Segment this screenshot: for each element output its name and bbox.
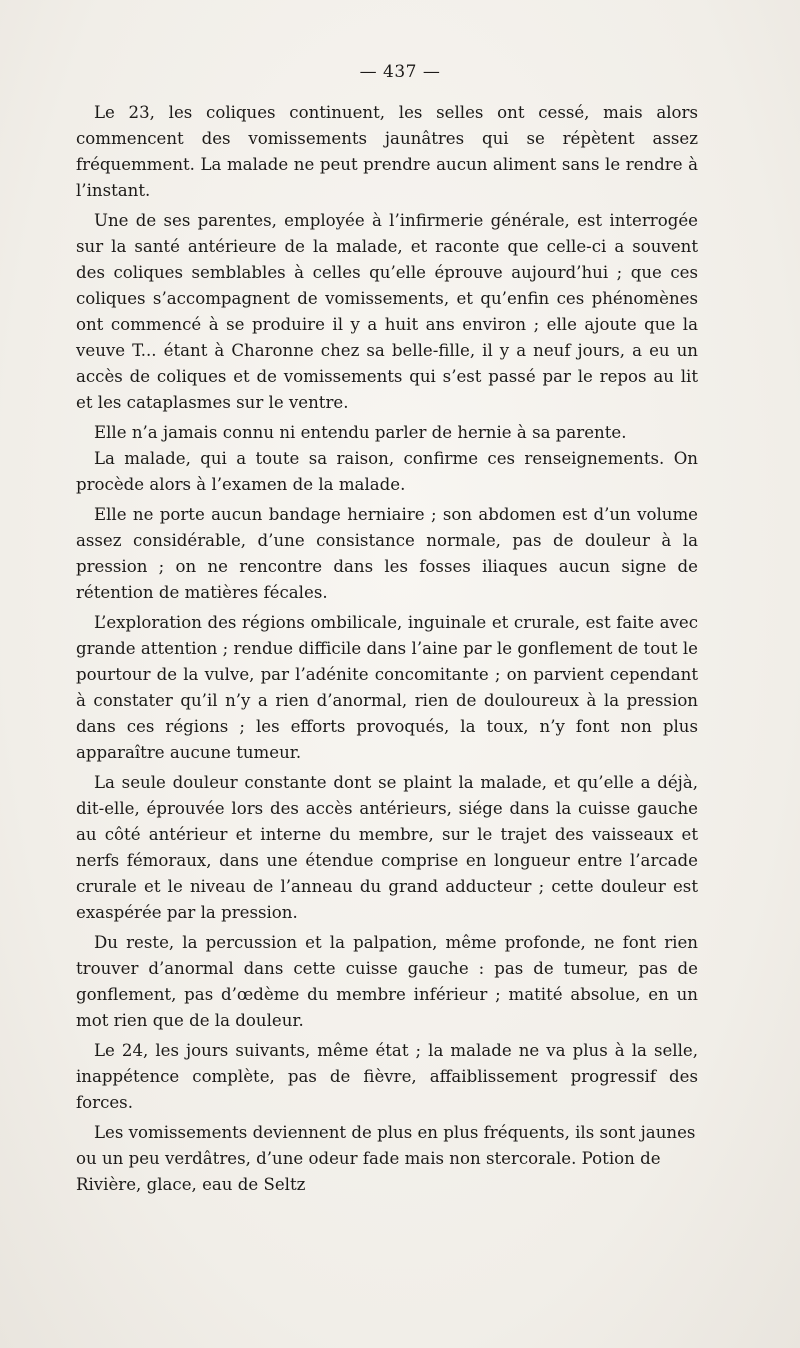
paragraph-8: Du reste, la percussion et la palpation, même profonde, ne font rien trouver d’anormal dans cette cuisse gauche : pas de tumeur, pas de gonflement, pas d’œdème du membre inférieur ; matité absolue, en un mot rien que de la douleur.: [76, 933, 698, 1030]
paragraph-1: Le 23, les coliques continuent, les selles ont cessé, mais alors commencent des vomissements jaunâtres qui se répètent assez fréquemment. La malade ne peut prendre aucun aliment sans le rendre à l’instant.: [76, 103, 698, 200]
paragraph-7: La seule douleur constante dont se plaint la malade, et qu’elle a déjà, dit-elle, éprouvée lors des accès antérieurs, siége dans la cuisse gauche au côté antérieur et interne du membre, sur le trajet des vaisseaux et nerfs fémoraux, dans une étendue comprise en longueur entre l’arcade crurale et le niveau de l’anneau du grand adducteur ; cette douleur est exaspérée par la pression.: [76, 773, 698, 922]
page-number: — 437 —: [359, 62, 441, 82]
paragraph-9: Le 24, les jours suivants, même état ; la malade ne va plus à la selle, inappétence complète, pas de fièvre, affaiblissement progressif des forces.: [76, 1041, 698, 1112]
paragraph-4: La malade, qui a toute sa raison, confirme ces renseignements. On procède alors à l’examen de la malade.: [76, 449, 698, 494]
body-text: [76, 100, 698, 1202]
paragraph-5: Elle ne porte aucun bandage herniaire ; son abdomen est d’un volume assez considérable, d’une consistance normale, pas de douleur à la pression ; on ne rencontre dans les fosses iliaques aucun signe de rétention de matières fécales.: [76, 505, 698, 602]
paragraph-6: L’exploration des régions ombilicale, inguinale et crurale, est faite avec grande attention ; rendue difficile dans l’aine par le gonflement de tout le pourtour de la vulve, par l’adénite concomitante ; on parvient cependant à constater qu’il n’y a rien d’anormal, rien de douloureux à la pression dans ces régions ; les efforts provoqués, la toux, n’y font non plus apparaître aucune tumeur.: [76, 613, 698, 762]
paragraph-2: Une de ses parentes, employée à l’infirmerie générale, est interrogée sur la santé antérieure de la malade, et raconte que celle-ci a souvent des coliques semblables à celles qu’elle éprouve aujourd’hui ; que ces coliques s’accompagnent de vomissements, et qu’enfin ces phénomènes ont commencé à se produire il y a huit ans environ ; elle ajoute que la veuve T... étant à Charonne chez sa belle-fille, il y a neuf jours, a eu un accès de coliques et de vomissements qui s’est passé par le repos au lit et les cataplasmes sur le ventre.: [76, 211, 698, 412]
paragraph-10: Les vomissements deviennent de plus en plus fréquents, ils sont jaunes ou un peu verdâtres, d’une odeur fade mais non stercorale. Potion de Rivière, glace, eau de Seltz: [76, 1123, 696, 1194]
paragraph-3: Elle n’a jamais connu ni entendu parler de hernie à sa parente.: [94, 423, 627, 442]
